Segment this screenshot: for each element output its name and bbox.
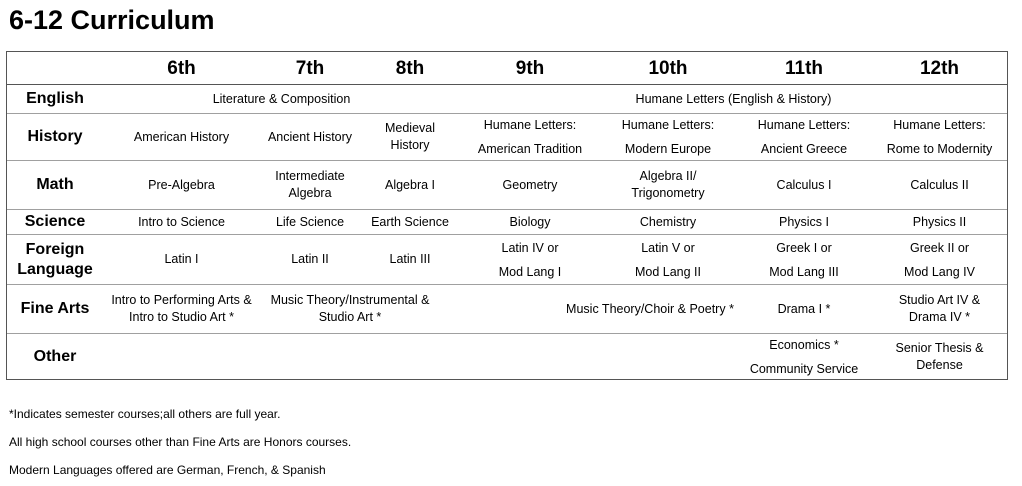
history-9th: Humane Letters: American Tradition bbox=[477, 118, 583, 156]
math-6th: Pre-Algebra bbox=[148, 177, 215, 192]
other-12th: Senior Thesis & Defense bbox=[895, 340, 984, 372]
row-label-english: English bbox=[26, 90, 84, 107]
math-7th: Intermediate Algebra bbox=[275, 169, 345, 200]
history-7th: Ancient History bbox=[267, 129, 353, 144]
science-9th: Biology bbox=[509, 214, 551, 229]
fine-arts-8th-10th: Music Theory/Choir & Poetry * bbox=[566, 301, 734, 316]
math-10th: Algebra II/ Trigonometry bbox=[631, 169, 705, 200]
column-header-6th: 6th bbox=[167, 57, 196, 79]
history-12th: Humane Letters: Rome to Modernity bbox=[886, 118, 993, 156]
row-label-other: Other bbox=[33, 347, 77, 365]
science-11th: Physics I bbox=[778, 214, 829, 229]
row-label-foreign-language: Foreign Language bbox=[17, 240, 93, 278]
math-9th: Geometry bbox=[502, 177, 558, 192]
math-12th: Calculus II bbox=[910, 177, 969, 192]
fine-arts-7th: Music Theory/Instrumental & Studio Art * bbox=[270, 293, 430, 324]
science-8th: Earth Science bbox=[371, 214, 449, 229]
column-header-11th: 11th bbox=[784, 57, 824, 79]
footnote-semester: *Indicates semester courses;all others are full year. bbox=[9, 407, 281, 421]
column-header-8th: 8th bbox=[395, 57, 425, 79]
row-label-fine-arts: Fine Arts bbox=[20, 300, 90, 317]
column-header-12th: 12th bbox=[919, 57, 960, 79]
math-8th: Algebra I bbox=[384, 177, 436, 192]
footnote-languages: Modern Languages offered are German, French, & Spanish bbox=[9, 463, 326, 477]
history-10th: Humane Letters: Modern Europe bbox=[621, 118, 715, 156]
column-header-9th: 9th bbox=[515, 57, 545, 79]
foreign-6th: Latin I bbox=[164, 252, 199, 266]
curriculum-table bbox=[6, 51, 1008, 380]
row-label-science: Science bbox=[24, 213, 86, 230]
foreign-11th: Greek I or Mod Lang III bbox=[769, 240, 839, 279]
row-label-math: Math bbox=[36, 176, 74, 193]
english-literature-composition: Literature & Composition bbox=[212, 91, 351, 106]
history-11th: Humane Letters: Ancient Greece bbox=[757, 118, 851, 156]
column-header-10th: 10th bbox=[648, 57, 688, 79]
foreign-10th: Latin V or Mod Lang II bbox=[634, 240, 701, 279]
fine-arts-6th: Intro to Performing Arts & Intro to Studio Art * bbox=[111, 293, 252, 324]
science-6th: Intro to Science bbox=[138, 214, 225, 229]
history-8th: Medieval History bbox=[384, 121, 436, 152]
foreign-8th: Latin III bbox=[389, 252, 431, 266]
english-humane-letters: Humane Letters (English & History) bbox=[635, 91, 832, 106]
footnote-honors: All high school courses other than Fine Arts are Honors courses. bbox=[9, 435, 352, 449]
foreign-7th: Latin II bbox=[291, 252, 329, 266]
row-label-history: History bbox=[27, 128, 83, 145]
history-6th: American History bbox=[133, 129, 230, 144]
fine-arts-11th: Drama I * bbox=[777, 301, 831, 316]
science-10th: Chemistry bbox=[639, 214, 697, 229]
science-7th: Life Science bbox=[275, 214, 345, 229]
other-11th: Economics * Community Service bbox=[749, 337, 859, 376]
foreign-12th: Greek II or Mod Lang IV bbox=[904, 240, 975, 279]
math-11th: Calculus I bbox=[776, 177, 832, 192]
page-title: 6-12 Curriculum bbox=[9, 5, 215, 35]
column-header-7th: 7th bbox=[295, 57, 325, 79]
fine-arts-12th: Studio Art IV & Drama IV * bbox=[898, 293, 981, 324]
foreign-9th: Latin IV or Mod Lang I bbox=[498, 240, 562, 279]
science-12th: Physics II bbox=[912, 214, 967, 229]
